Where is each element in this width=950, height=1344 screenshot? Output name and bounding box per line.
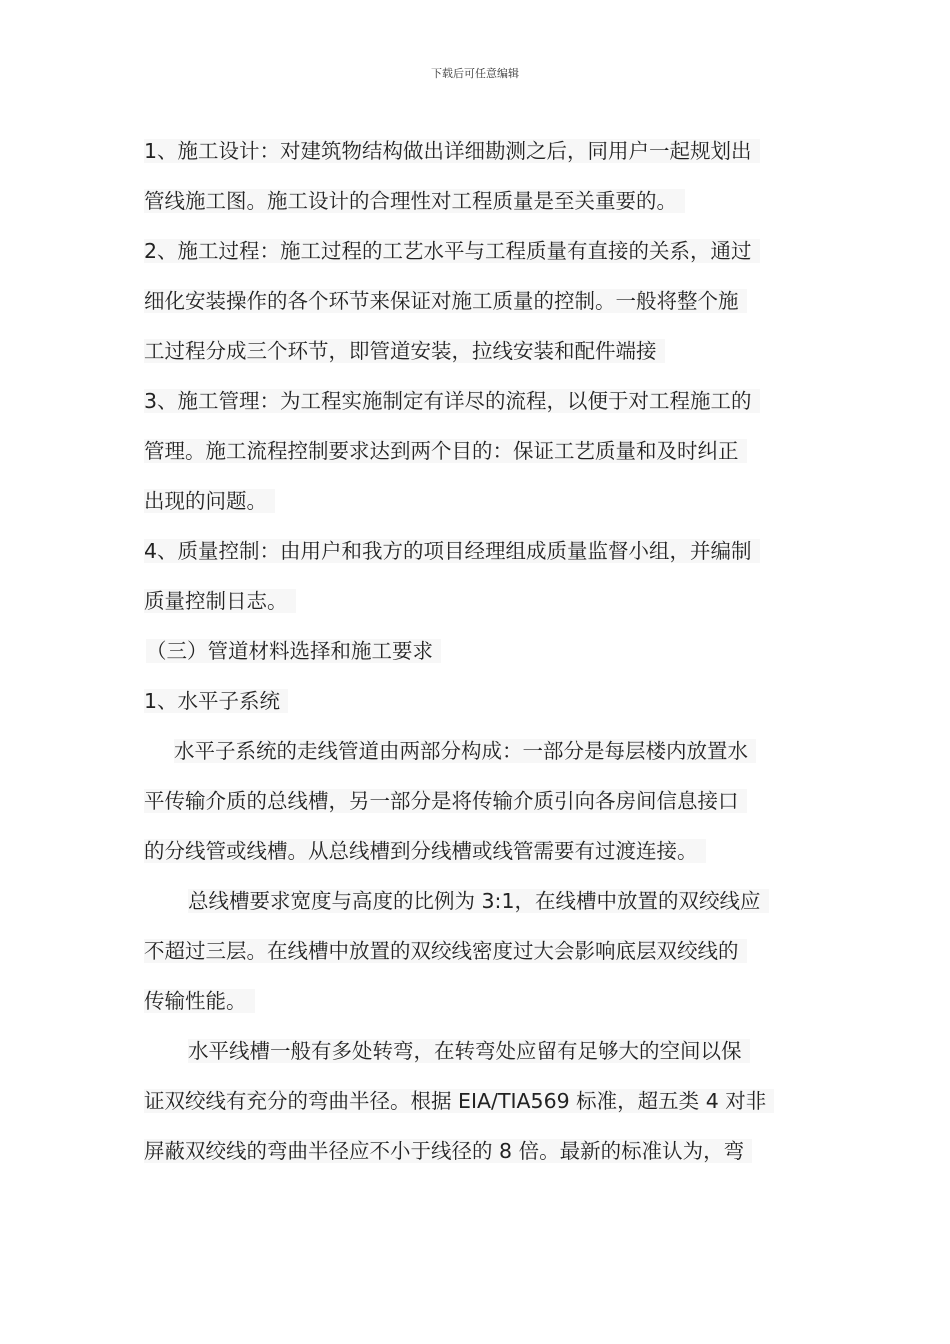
text-line: 3、施工管理：为工程实施制定有详尽的流程，以便于对工程施工的 [144,376,808,426]
text-line: 2、施工过程：施工过程的工艺水平与工程质量有直接的关系，通过 [144,226,808,276]
text-line: 质量控制日志。 [144,576,808,626]
text-line: 传输性能。 [144,976,808,1026]
text-line: 1、施工设计：对建筑物结构做出详细勘测之后，同用户一起规划出 [144,126,808,176]
text-line: 管线施工图。施工设计的合理性对工程质量是至关重要的。 [144,176,808,226]
text-line: 平传输介质的总线槽，另一部分是将传输介质引向各房间信息接口 [144,776,808,826]
subsection-heading: 1、水平子系统 [144,676,808,726]
text-line: 管理。施工流程控制要求达到两个目的：保证工艺质量和及时纠正 [144,426,808,476]
text-line: 总线槽要求宽度与高度的比例为 3:1，在线槽中放置的双绞线应 [144,876,808,926]
section-heading: （三）管道材料选择和施工要求 [144,626,808,676]
text-line: 4、质量控制：由用户和我方的项目经理组成质量监督小组，并编制 [144,526,808,576]
text-line: 的分线管或线槽。从总线槽到分线槽或线管需要有过渡连接。 [144,826,808,876]
text-line: 出现的问题。 [144,476,808,526]
text-line: 不超过三层。在线槽中放置的双绞线密度过大会影响底层双绞线的 [144,926,808,976]
page-header-note: 下载后可任意编辑 [431,67,519,80]
text-line: 细化安装操作的各个环节来保证对施工质量的控制。一般将整个施 [144,276,808,326]
text-line: 水平线槽一般有多处转弯，在转弯处应留有足够大的空间以保 [144,1026,808,1076]
text-line: 证双绞线有充分的弯曲半径。根据 EIA/TIA569 标准，超五类 4 对非 [144,1076,808,1126]
text-line: 水平子系统的走线管道由两部分构成：一部分是每层楼内放置水 [144,726,808,776]
text-line: 屏蔽双绞线的弯曲半径应不小于线径的 8 倍。最新的标准认为，弯 [144,1126,808,1176]
text-line: 工过程分成三个环节，即管道安装，拉线安装和配件端接 [144,326,808,376]
document-body [144,126,808,1176]
